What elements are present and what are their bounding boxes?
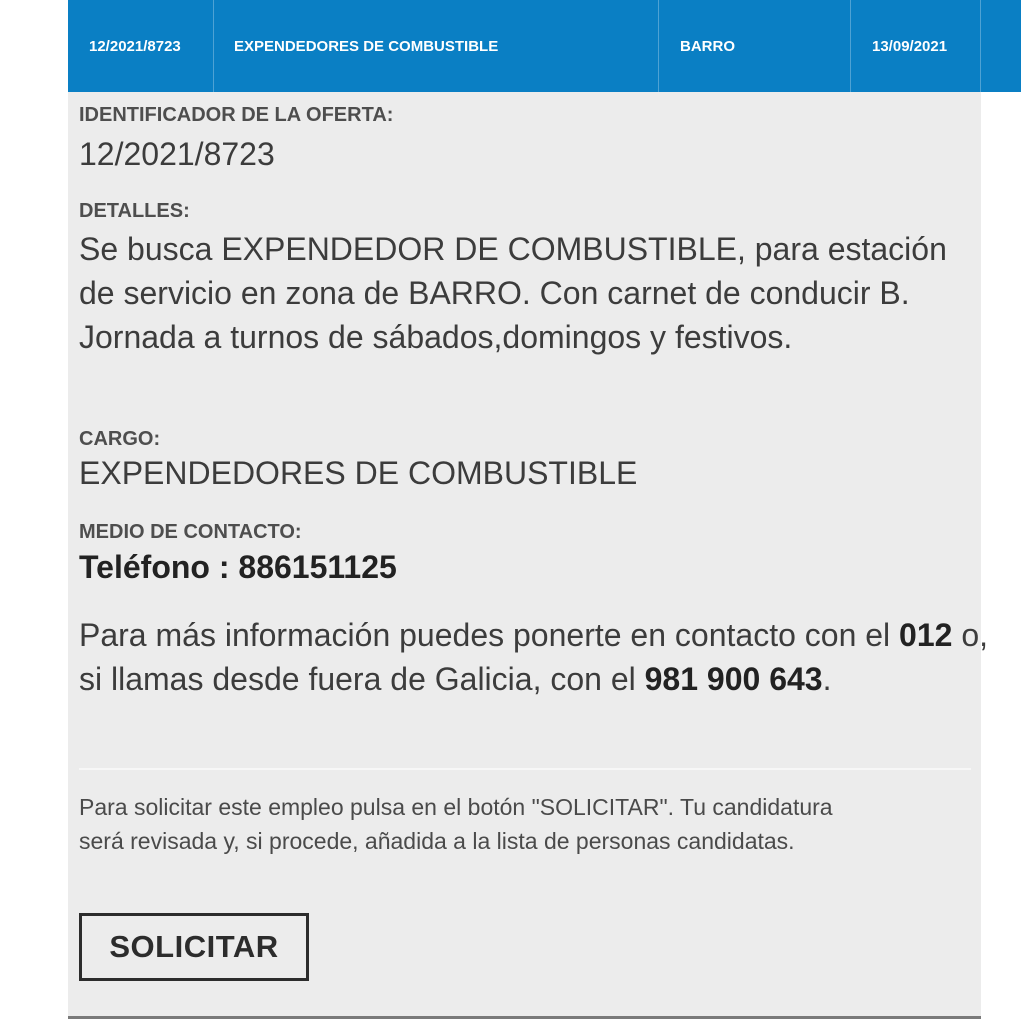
info-phone-012[interactable]: 012	[899, 617, 953, 653]
info-text	[79, 613, 989, 701]
info-text-part1: Para más información puedes ponerte en contacto con el	[79, 617, 900, 653]
offer-id-value: 12/2021/8723	[79, 136, 275, 172]
date-cell: 13/09/2021	[851, 0, 981, 92]
offer-id-label: IDENTIFICADOR DE LA OFERTA:	[79, 104, 394, 126]
info-phone-external[interactable]: 981 900 643	[644, 661, 823, 697]
details-value: Se busca EXPENDEDOR DE COMBUSTIBLE, para estación de servicio en zona de BARRO. Con carnet de conducir B. Jornada a turnos de sábados,domingos y festivos.	[79, 231, 947, 355]
location-cell: BARRO	[659, 0, 851, 92]
apply-button[interactable]: SOLICITAR	[79, 913, 309, 981]
info-text-part3: .	[822, 661, 832, 697]
extra-cell	[981, 0, 1021, 92]
details-label: DETALLES:	[79, 200, 190, 222]
contact-label: MEDIO DE CONTACTO:	[79, 521, 302, 543]
cargo-value: EXPENDEDORES DE COMBUSTIBLE	[79, 455, 638, 491]
offer-details-panel	[68, 92, 989, 1016]
contact-phone[interactable]: Teléfono : 886151125	[79, 549, 397, 585]
bottom-divider	[68, 1016, 981, 1019]
cargo-label: CARGO:	[79, 428, 161, 450]
offer-summary-row[interactable]	[68, 0, 1021, 92]
job-title-cell: EXPENDEDORES DE COMBUSTIBLE	[214, 0, 659, 92]
info-text-part2: o, si llamas desde fuera de Galicia, con el	[79, 617, 989, 697]
offer-id-cell: 12/2021/8723	[68, 0, 214, 92]
divider	[79, 768, 971, 770]
apply-instructions: Para solicitar este empleo pulsa en el botón "SOLICITAR". Tu candidatura será revisada y, si procede, añadida a la lista de personas candidatas.	[79, 794, 833, 854]
